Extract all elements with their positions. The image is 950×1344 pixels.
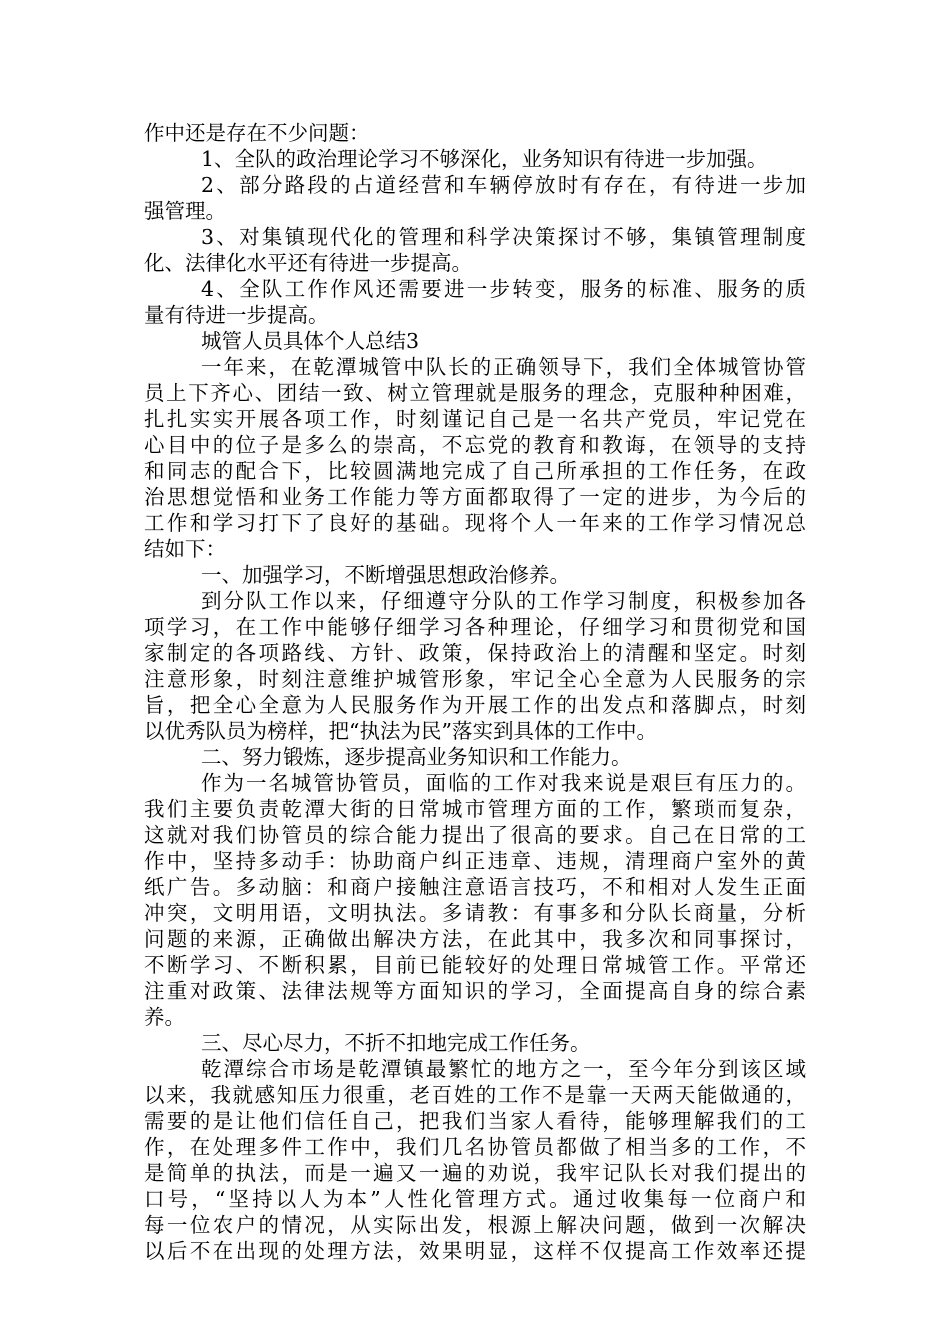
- text-line: 强管理。: [144, 199, 226, 223]
- text-line: 作为一名城管协管员，面临的工作对我来说是艰巨有压力的。: [201, 771, 806, 795]
- text-line: 3、对集镇现代化的管理和科学决策探讨不够，集镇管理制度: [201, 225, 806, 249]
- text-line: 我们主要负责乾潭大街的日常城市管理方面的工作，繁琐而复杂，: [144, 797, 806, 821]
- text-line: 这就对我们协管员的综合能力提出了很高的要求。自己在日常的工: [144, 823, 806, 847]
- text-line: 口号，“坚持以人为本”人性化管理方式。通过收集每一位商户和: [144, 1187, 806, 1211]
- text-line: 一、加强学习，不断增强思想政治修养。: [201, 563, 570, 587]
- text-line: 三、尽心尽力，不折不扣地完成工作任务。: [201, 1031, 591, 1055]
- document-page: [144, 120, 806, 1264]
- text-line: 到分队工作以来，仔细遵守分队的工作学习制度，积极参加各: [201, 589, 806, 613]
- text-line: 需要的是让他们信任自己，把我们当家人看待，能够理解我们的工: [144, 1109, 806, 1133]
- text-line: 不断学习、不断积累，目前已能较好的处理日常城管工作。平常还: [144, 953, 806, 977]
- text-line: 员上下齐心、团结一致、树立管理就是服务的理念，克服种种困难，: [144, 381, 806, 405]
- text-line: 以来，我就感知压力很重，老百姓的工作不是靠一天两天能做通的，: [144, 1083, 806, 1107]
- text-line: 项学习，在工作中能够仔细学习各种理论，仔细学习和贯彻党和国: [144, 615, 806, 639]
- text-line: 一年来，在乾潭城管中队长的正确领导下，我们全体城管协管: [201, 355, 806, 379]
- text-line: 每一位农户的情况，从实际出发，根源上解决问题，做到一次解决: [144, 1213, 806, 1237]
- text-line: 4、全队工作作风还需要进一步转变，服务的标准、服务的质: [201, 277, 806, 301]
- text-line: 注意形象，时刻注意维护城管形象，牢记全心全意为人民服务的宗: [144, 667, 806, 691]
- text-line: 化、法律化水平还有待进一步提高。: [144, 251, 472, 275]
- text-line: 以优秀队员为榜样，把“执法为民”落实到具体的工作中。: [144, 719, 657, 743]
- text-line: 是简单的执法，而是一遍又一遍的劝说，我牢记队长对我们提出的: [144, 1161, 806, 1185]
- text-line: 注重对政策、法律法规等方面知识的学习，全面提高自身的综合素: [144, 979, 806, 1003]
- text-line: 问题的来源，正确做出解决方法，在此其中，我多次和同事探讨，: [144, 927, 806, 951]
- text-line: 和同志的配合下，比较圆满地完成了自己所承担的工作任务，在政: [144, 459, 806, 483]
- text-line: 纸广告。多动脑：和商户接触注意语言技巧，不和相对人发生正面: [144, 875, 806, 899]
- text-line: 1、全队的政治理论学习不够深化，业务知识有待进一步加强。: [201, 147, 768, 171]
- text-line: 旨，把全心全意为人民服务作为开展工作的出发点和落脚点，时刻: [144, 693, 806, 717]
- text-line: 心目中的位子是多么的崇高，不忘党的教育和教诲，在领导的支持: [144, 433, 806, 457]
- text-line: 乾潭综合市场是乾潭镇最繁忙的地方之一，至今年分到该区域: [201, 1057, 806, 1081]
- text-line: 作，在处理多件工作中，我们几名协管员都做了相当多的工作，不: [144, 1135, 806, 1159]
- text-line: 2、部分路段的占道经营和车辆停放时有存在，有待进一步加: [201, 173, 806, 197]
- text-line: 以后不在出现的处理方法，效果明显，这样不仅提高工作效率还提: [144, 1239, 806, 1263]
- text-line: 作中，坚持多动手：协助商户纠正违章、违规，清理商户室外的黄: [144, 849, 806, 873]
- text-line: 量有待进一步提高。: [144, 303, 329, 327]
- text-line: 结如下：: [144, 537, 226, 561]
- text-line: 工作和学习打下了良好的基础。现将个人一年来的工作学习情况总: [144, 511, 806, 535]
- text-line: 家制定的各项路线、方针、政策，保持政治上的清醒和坚定。时刻: [144, 641, 806, 665]
- text-line: 二、努力锻炼，逐步提高业务知识和工作能力。: [201, 745, 632, 769]
- text-line: 治思想觉悟和业务工作能力等方面都取得了一定的进步，为今后的: [144, 485, 806, 509]
- text-line: 作中还是存在不少问题：: [144, 121, 370, 145]
- text-line: 扎扎实实开展各项工作，时刻谨记自己是一名共产党员，牢记党在: [144, 407, 806, 431]
- text-line: 城管人员具体个人总结3: [201, 329, 420, 353]
- text-line: 养。: [144, 1005, 185, 1029]
- text-line: 冲突，文明用语，文明执法。多请教：有事多和分队长商量，分析: [144, 901, 806, 925]
